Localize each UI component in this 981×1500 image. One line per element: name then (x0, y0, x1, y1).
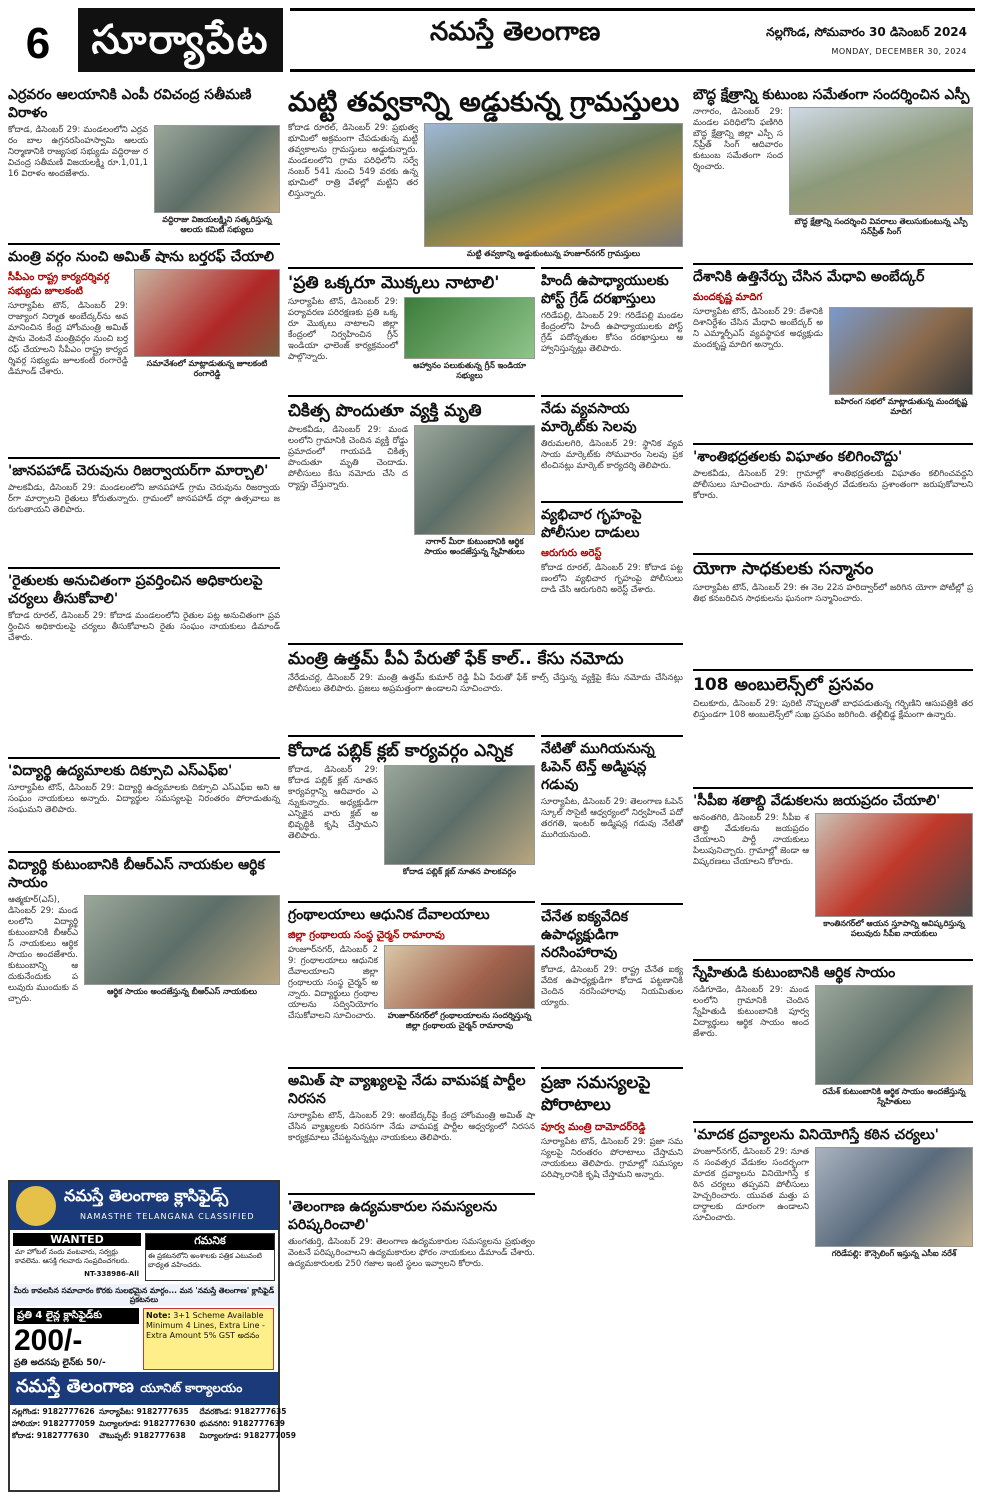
story-erravaram (8, 86, 280, 237)
story-body: కోదాడ రూరల్, డిసెంబర్ 29: కోదాడ మండలంలోని రైతుల పట్ల అనుచితంగా ప్రవర్తించిన అధికారులపై చర్యలు తీసుకోవాలని రైతు సంఘం నాయకులు డిమాండ్ చేశారు. (8, 611, 280, 643)
story-body: నేరేడుచర్ల, డిసెంబర్ 29: మంత్రి ఉత్తమ్ కుమార్ రెడ్డి పీఏ పేరుతో ఫేక్ కాల్స్ చేస్తున్న వ్యక్తిపై కేసు నమోదు చేసినట్లు పోలీసులు తెలిపారు. ప్రజలు అప్రమత్తంగా ఉండాలని సూచించారు. (288, 673, 683, 694)
subheadline: సీపీఎం రాష్ట్ర కార్యదర్శివర్గ సభ్యుడు జూలకంటి (8, 272, 110, 297)
story-body: చిలుకూరు, డిసెంబర్ 29: పురిటి నొప్పులతో బాధపడుతున్న గర్భిణిని ఆసుపత్రికి తరలిస్తుండగా 108 అంబులెన్స్‌లో సుఖ ప్రసవం జరిగింది. తల్లీబిడ్డ క్షేమంగా ఉన్నారు. (693, 699, 973, 720)
story-body: కోదాడ రూరల్, డిసెంబర్ 29: ప్రభుత్వ భూమిలో అక్రమంగా చేపడుతున్న మట్టి తవ్వకాలను గ్రామస్తులు అడ్డుకున్నారు. మండలంలోని గ్రామ పరిధిలోని సర్వే నంబర్ 541 నుంచి 549 వరకు ఉన్న భూమిలో రాత్రి వేళల్లో మట్టిని తరలిస్తున్నారు. (288, 123, 418, 199)
brand-sub: యూనిట్ కార్యాలయం (140, 1381, 243, 1395)
story-brs-aid (8, 851, 280, 1045)
headline: వ్యభిచార గృహంపై పోలీసుల దాడులు (541, 501, 683, 545)
story-body: తుంగతుర్తి, డిసెంబర్ 29: తెలంగాణ ఉద్యమకారుల సమస్యలను ప్రభుత్వం వెంటనే పరిష్కరించాలని ఉద్యమకారుల ఫోరం నాయకులు డిమాండ్ చేశారు. ఉద్యమకారులకు 250 గజాల ఇంటి స్థలం ఇవ్వాలని కోరారు. (288, 1237, 535, 1269)
story-sp-buddhist (693, 86, 973, 257)
story-public-issues (541, 1067, 683, 1327)
news-photo (789, 107, 973, 215)
story-body: హుజూర్‌నగర్, డిసెంబర్ 29: నూతన సంవత్సర వేడుకల సందర్భంగా మాదక ద్రవ్యాలను వినియోగిస్తే కఠిన చర్యలు తప్పవని పోలీసులు హెచ్చరించారు. యువత మత్తు పదార్థాలకు దూరంగా ఉండాలని సూచించారు. (693, 1147, 809, 1223)
column-left (8, 86, 280, 1051)
story-police-raid (541, 501, 683, 637)
subheadline: జిల్లా గ్రంథాలయ సంస్థ చైర్మన్ రామారావు (288, 930, 445, 941)
story-fake-call (288, 643, 683, 729)
column-center (288, 86, 683, 1373)
headline: నేటితో ముగియనున్న ఓపెన్ టెన్త్ అడ్మిషన్ల గడువు (541, 735, 683, 797)
lead-headline: మట్టి తవ్వకాన్ని అడ్డుకున్న గ్రామస్తులు (288, 87, 680, 118)
photo-caption: హుజూర్‌నగర్‌లో గ్రంథాలయాలను సందర్శిస్తున్న జిల్లా గ్రంథాలయ చైర్మన్ రామారావు (387, 1011, 532, 1030)
headline: బౌద్ధ క్షేత్రాన్ని కుటుంబ సమేతంగా సందర్శించిన ఎస్పీ (693, 87, 970, 103)
headline: యోగా సాధకులకు సన్మానం (693, 553, 973, 583)
wanted-box (13, 1233, 141, 1281)
date-telugu: నల్లగొండ, సోమవారం 30 డిసెంబర్ 2024 (766, 25, 967, 39)
news-photo (134, 269, 280, 357)
headline: అమిత్ షా వ్యాఖ్యలపై నేడు వామపక్ష పార్టీల నిరసన (288, 1067, 535, 1111)
subheadline: మందకృష్ణ మాదిగ (693, 292, 763, 303)
story-body: హుజూర్‌నగర్, డిసెంబర్ 29: గ్రంథాలయాలు ఆధునిక దేవాలయాలని జిల్లా గ్రంథాలయ సంస్థ చైర్మన్ అన్నారు. విద్యార్థులు గ్రంథాలయాలను సద్వినియోగం చేసుకోవాలని సూచించారు. (288, 945, 378, 1021)
story-janapahad (8, 457, 280, 561)
headline: నేడు వ్యవసాయ మార్కెట్‌కు సెలవు (541, 395, 683, 439)
photo-caption: ఆర్థిక సాయం అందజేస్తున్న బీఆర్ఎస్ నాయకులు (107, 987, 257, 996)
story-body: సూర్యాపేట టౌన్, డిసెంబర్ 29: రాజ్యాంగ నిర్మాత అంబేద్కర్‌ను అవమానించిన కేంద్ర హోంమంత్రి అమిత్ షాను వెంటనే మంత్రివర్గం నుంచి బర్తరఫ్ చేయాలని సీపీఎం రాష్ట్ర కార్యదర్శివర్గ సభ్యుడు జూలకంటి రంగారెడ్డి డిమాండ్ చేశారు. (8, 301, 128, 377)
headline: విద్యార్థి కుటుంబానికి బీఆర్ఎస్ నాయకుల ఆర్థిక సాయం (8, 851, 280, 895)
paper-header (290, 8, 975, 72)
photo-caption: గరిడేపల్లి: కౌన్సెలింగ్ ఇస్తున్న ఎసీఐ నరేశ్ (831, 1249, 957, 1258)
district-title: సూర్యాపేట (78, 8, 283, 72)
story-body: సూర్యాపేట టౌన్, డిసెంబర్ 29: ప్రజా సమస్యలపై నిరంతరం పోరాటాలు చేస్తామని నాయకులు తెలిపారు. గ్రామాల్లో సమస్యల పరిష్కారానికి కృషి చేస్తామని అన్నారు. (541, 1137, 683, 1180)
note-title: Note: (146, 1311, 171, 1320)
phone-entry: కోదాడ: 9182777630 (12, 1431, 89, 1440)
news-photo (384, 765, 535, 865)
story-ambedkar (693, 263, 973, 437)
ad-title-english: NAMASTHE TELANGANA CLASSIFIED (80, 1212, 255, 1221)
headline: 'మాదక ద్రవ్యాలను వినియోగిస్తే కఠిన చర్యలు' (693, 1121, 973, 1147)
paper-name: నమస్తే తెలంగాణ (430, 17, 601, 47)
story-body: అనంతగిరి, డిసెంబర్ 29: సీపీఐ శతాబ్ది వేడుకలను జయప్రదం చేయాలని పార్టీ నాయకులు పిలుపునిచ్చారు. గ్రామాల్లో జెండా ఆవిష్కరణలు చేయాలని కోరారు. (693, 813, 809, 867)
photo-caption: బహిరంగ సభలో మాట్లాడుతున్న మందకృష్ణ మాదిగ (834, 397, 968, 416)
headline: చేనేత ఐక్యవేదిక ఉపాధ్యక్షుడిగా నరసింహారావు (541, 903, 683, 965)
headline: 'శాంతిభద్రతలకు విఘాతం కలిగించొద్దు' (693, 443, 973, 469)
photo-caption: బౌద్ధ క్షేత్రాన్ని సందర్శించి వివరాలు తెలుసుకుంటున్న ఎస్పీ సన్‌ప్రీత్ సింగ్ (794, 217, 968, 236)
headline: మంత్రి ఉత్తమ్ పీఏ పేరుతో ఫేక్ కాల్.. కేసు నమోదు (288, 643, 683, 673)
price-label: ప్రతి 4 లైన్ల క్లాసిఫైడ్‌కు (14, 1308, 139, 1324)
phone-entry: చౌటుప్పల్: 9182777638 (99, 1431, 186, 1440)
story-death (288, 395, 535, 575)
story-body: ఆత్మకూర్(ఎస్), డిసెంబర్ 29: మండలంలోని విద్యార్థి కుటుంబానికి బీఆర్ఎస్ నాయకులు ఆర్థిక సాయం అందజేశారు. కుటుంబాన్ని ఆదుకునేందుకు పలువురు ముందుకు వచ్చారు. (8, 895, 78, 1004)
classified-ad (8, 1180, 296, 1492)
story-plant-trees (288, 267, 535, 389)
headline: 'ప్రతి ఒక్కరూ మొక్కలు నాటాలి' (288, 267, 535, 297)
headline: 'సీపీఐ శతాబ్ది వేడుకలను జయప్రదం చేయాలి' (693, 787, 973, 813)
photo-caption: సమావేశంలో మాట్లాడుతున్న జూలకంటి రంగారెడ్డి (146, 359, 268, 378)
headline: గ్రంథాలయాలు ఆధునిక దేవాలయాలు (288, 901, 535, 927)
story-sfi (8, 757, 280, 845)
photo-caption: వద్దిరాజు విజయలక్ష్మిని సత్కరిస్తున్న ఆలయ కమిటీ సభ్యులు (162, 215, 272, 234)
story-lead-soil (288, 86, 683, 261)
promo-line: మీరు కావలసిన సమాచారం కొరకు సులభమైన మార్గం... మన 'నమస్తే తెలంగాణ' క్లాసిఫైడ్ ప్రకటనలు (10, 1284, 278, 1306)
story-ambulance (693, 669, 973, 781)
story-public-club (288, 735, 535, 895)
masthead (0, 0, 981, 78)
phone-entry: నల్లగొండ: 9182777626 (12, 1407, 95, 1416)
story-left-protest (288, 1067, 535, 1187)
ad-title: నమస్తే తెలంగాణ క్లాసిఫైడ్స్ (64, 1186, 229, 1205)
story-body: పాలకవీడు, డిసెంబర్ 29: మండలంలోని గ్రామానికి చెందిన వ్యక్తి రోడ్డు ప్రమాదంలో గాయపడి చికిత్స పొందుతూ మృతి చెందాడు. పోలీసులు కేసు నమోదు చేసి దర్యాప్తు చేస్తున్నారు. (288, 425, 408, 490)
news-photo (404, 297, 535, 359)
phone-entry: మిర్యాలగూడ: 9182777059 (199, 1431, 296, 1440)
story-body: సూర్యాపేట, డిసెంబర్ 29: తెలంగాణ ఓపెన్ స్కూల్ సొసైటీ ఆధ్వర్యంలో నిర్వహించే పదో తరగతి, ఇంటర్ అడ్మిషన్ల గడువు నేటితో ముగియనుంది. (541, 797, 683, 840)
story-amit-shah-cpm (8, 243, 280, 451)
photo-caption: ఆహ్వానం పలుకుతున్న గ్రీన్ ఇండియా సభ్యులు (412, 361, 527, 380)
story-hindi-teachers (541, 267, 683, 389)
story-body: తిరుమలగిరి, డిసెంబర్ 29: స్థానిక వ్యవసాయ మార్కెట్‌కు సోమవారం సెలవు ప్రకటించినట్లు మార్కెట్ కార్యదర్శి తెలిపారు. (541, 439, 683, 471)
story-yoga (693, 553, 973, 663)
story-body: గరిడేపల్లి, డిసెంబర్ 29: గరిడేపల్లి మండల కేంద్రంలోని హిందీ ఉపాధ్యాయులకు పోస్ట్ గ్రేడ్ పదోన్నతుల కోసం దరఖాస్తులు ఆహ్వానిస్తున్నట్లు తెలిపారు. (541, 311, 683, 354)
subheadline: పూర్వ మంత్రి దామోదర్‌రెడ్డి (541, 1122, 646, 1133)
headline: 'తెలంగాణ ఉద్యమకారుల సమస్యలను పరిష్కరించాలి' (288, 1193, 535, 1237)
photo-caption: మట్టి తవ్వకాన్ని అడ్డుకుంటున్న హుజూర్‌నగర్ గ్రామస్తులు (466, 249, 641, 258)
story-body: సూర్యాపేట టౌన్, డిసెంబర్ 29: ఈ నెల 22న హరిద్వార్‌లో జరిగిన యోగా పోటీల్లో ప్రతిభ కనబరిచిన సాధకులను ఘనంగా సన్మానించారు. (693, 583, 973, 604)
news-photo (84, 895, 280, 985)
news-photo (829, 307, 973, 395)
news-photo (154, 125, 280, 213)
story-friend-aid (693, 959, 973, 1115)
story-body: కోదాడ, డిసెంబర్ 29: కోదాడ పబ్లిక్ క్లబ్ నూతన కార్యవర్గాన్ని ఆదివారం ఎన్నుకున్నారు. అధ్యక్షుడిగా ఎన్నికైన వారు క్లబ్ అభివృద్ధికి కృషి చేస్తామని తెలిపారు. (288, 765, 378, 841)
headline: హిందీ ఉపాధ్యాయులకు పోస్ట్ గ్రేడ్ దరఖాస్తులు (541, 267, 683, 311)
phone-entry: సూర్యాపేట: 9182777635 (99, 1407, 189, 1416)
column-right (693, 86, 973, 1323)
story-body: సూర్యాపేట టౌన్, డిసెంబర్ 29: దేశానికి దిశానిర్దేశం చేసిన మేధావి అంబేద్కర్ అని ఎమ్మార్పీఎస్ వ్యవస్థాపక అధ్యక్షుడు మందకృష్ణ మాదిగ అన్నారు. (693, 307, 823, 350)
story-body: కోదాడ, డిసెంబర్ 29: రాష్ట్ర చేనేత ఐక్యవేదిక ఉపాధ్యక్షుడిగా కోదాడ పట్టణానికి చెందిన నరసింహారావు నియమితులయ్యారు. (541, 965, 683, 1008)
story-cpi-centenary (693, 787, 973, 953)
ad-brand (10, 1372, 278, 1405)
photo-caption: కోదాడ పబ్లిక్ క్లబ్ నూతన పాలకవర్గం (402, 867, 517, 876)
news-photo (815, 985, 973, 1085)
story-handloom (541, 903, 683, 1061)
headline: స్నేహితుడి కుటుంబానికి ఆర్థిక సాయం (693, 959, 973, 985)
wanted-code: NT-338986-All (84, 1270, 139, 1278)
news-photo (815, 1147, 973, 1247)
story-body: కోదాడ, డిసెంబర్ 29: మండలంలోని ఎర్రవరం బాల ఉగ్రనరసింహస్వామి ఆలయ నిర్మాణానికి రాజ్యసభ సభ్యుడు వద్దిరాజు రవిచంద్ర సతీమణి విజయలక్ష్మి రూ.1,01,116 విరాళం అందజేశారు. (8, 125, 148, 179)
news-photo (424, 123, 683, 247)
story-farmers-officials (8, 567, 280, 751)
newspaper-logo-icon (16, 1186, 56, 1226)
story-body: సూర్యాపేట టౌన్, డిసెంబర్ 29: విద్యార్థి ఉద్యమాలకు దిక్సూచి ఎస్ఎఫ్ఐ అని ఆ సంఘం నాయకులు అన్నారు. విద్యార్థుల సమస్యలపై నిరంతరం పోరాడుతున్న సంఘమని తెలిపారు. (8, 783, 280, 815)
headline: ప్రజా సమస్యలపై పోరాటాలు (541, 1067, 683, 1119)
headline: 108 అంబులెన్స్‌లో ప్రసవం (693, 669, 973, 699)
photo-caption: నాగార్ మీరా కుటుంబానికి ఆర్థిక సాయం అందజేస్తున్న స్నేహితులు (424, 537, 525, 556)
headline: దేశానికి ఉత్తినేర్పు చేసిన మేధావి అంబేద్కర్ (693, 263, 973, 289)
subheadline: ఆరుగురు అరెస్ట్ (541, 548, 602, 559)
headline: కోదాడ పబ్లిక్ క్లబ్ కార్యవర్గం ఎన్నిక (288, 735, 535, 765)
date-english: MONDAY, DECEMBER 30, 2024 (831, 47, 967, 56)
phone-entry: భువనగిరి: 9182777639 (199, 1419, 285, 1428)
page-number: 6 (25, 19, 51, 68)
headline: 'జానపహాడ్ చెరువును రిజర్వాయర్‌గా మార్చాలి' (8, 457, 280, 483)
brand-name: నమస్తే తెలంగాణ (16, 1376, 134, 1397)
story-body: కోదాడ రూరల్, డిసెంబర్ 29: కోదాడ పట్టణంలోని వ్యభిచార గృహంపై పోలీసులు దాడి చేసి ఆరుగురిని అరెస్ట్ చేశారు. (541, 563, 683, 595)
story-body: పాలకవీడు, డిసెంబర్ 29: మండలంలోని జానపహాడ్ గ్రామ చెరువును రిజర్వాయర్‌గా మార్చాలని రైతులు కోరుతున్నారు. గ్రామంలో జానపహాడ్ దర్గా ఉత్సవాలు జరుగుతాయని తెలిపారు. (8, 483, 280, 515)
story-body: నాగారం, డిసెంబర్ 29: మండల పరిధిలోని ఫణిగిరి బౌద్ధ క్షేత్రాన్ని జిల్లా ఎస్పీ సన్‌ప్రీత్ సింగ్ ఆదివారం కుటుంబ సమేతంగా సందర్శించారు. (693, 107, 783, 172)
note-text: 3+1 Scheme Available Minimum 4 Lines, Extra Line - Extra Amount 5% GST అదనం (146, 1311, 265, 1340)
extra-line-price: ప్రతి అదనపు లైన్‌కు 50/- (14, 1358, 106, 1368)
notice-text: ఈ ప్రకటనలోని అంశాలకు పత్రిక ఎటువంటి బాధ్యత వహించదు. (148, 1252, 262, 1269)
story-body: పాలకవీడు, డిసెంబర్ 29: గ్రామాల్లో శాంతిభద్రతలకు విఘాతం కలిగించవద్దని పోలీసులు సూచించారు. నూతన సంవత్సర వేడుకలను ప్రశాంతంగా జరుపుకోవాలని కోరారు. (693, 469, 973, 501)
photo-caption: కాంతినగర్‌లో ఆయన స్తూపాన్ని ఆవిష్కరిస్తున్న పలువురు సీపీఐ నాయకులు (823, 919, 965, 938)
notice-box (145, 1233, 275, 1281)
story-market-holiday (541, 395, 683, 495)
story-open-tenth (541, 735, 683, 897)
photo-caption: రమేశ్ కుటుంబానికి ఆర్థిక సాయం అందజేస్తున్న స్నేహితులు (822, 1087, 966, 1106)
notice-label: గమనిక (146, 1234, 274, 1250)
phone-list (10, 1405, 296, 1444)
wanted-text: మా హోటల్ నందు వంటవారు, సర్వర్లు కావలెను. ఆసక్తి గలవారు సంప్రదించగలరు. (15, 1248, 130, 1265)
story-body: సూర్యాపేట టౌన్, డిసెంబర్ 29: అంబేద్కర్‌పై కేంద్ర హోంమంత్రి అమిత్ షా చేసిన వ్యాఖ్యలకు నిరసనగా నేడు వామపక్ష పార్టీల ఆధ్వర్యంలో నిరసన కార్యక్రమాలు చేపట్టనున్నట్లు నాయకులు తెలిపారు. (288, 1111, 535, 1143)
story-drugs-warning (693, 1121, 973, 1317)
news-photo (414, 425, 535, 535)
headline: 'రైతులకు అనుచితంగా ప్రవర్తించిన అధికారులపై చర్యలు తీసుకోవాలి' (8, 567, 280, 611)
wanted-label: WANTED (13, 1233, 141, 1246)
headline: చికిత్స పొందుతూ వ్యక్తి మృతి (288, 395, 535, 425)
phone-entry: దేవరకొండ: 9182777635 (199, 1407, 287, 1416)
news-photo (384, 945, 535, 1009)
story-body: సూర్యాపేట టౌన్, డిసెంబర్ 29: పర్యావరణ పరిరక్షణకు ప్రతి ఒక్కరూ మొక్కలు నాటాలని జిల్లా కేంద్రంలో నిర్వహించిన గ్రీన్ ఇండియా ఛాలెంజ్ కార్యక్రమంలో పాల్గొన్నారు. (288, 297, 398, 362)
story-body: నడిగూడెం, డిసెంబర్ 29: మండలంలోని గ్రామానికి చెందిన స్నేహితుడి కుటుంబానికి పూర్వ విద్యార్థులు ఆర్థిక సాయం అందజేశారు. (693, 985, 809, 1039)
news-photo (815, 813, 973, 917)
story-library (288, 901, 535, 1035)
phone-entry: మిర్యాలగూడ: 9182777630 (99, 1419, 196, 1428)
ad-header (10, 1182, 278, 1230)
story-law-order (693, 443, 973, 547)
note-box (143, 1308, 274, 1370)
story-movement-activists (288, 1193, 535, 1367)
headline: 'విద్యార్థి ఉద్యమాలకు దిక్సూచి ఎస్ఎఫ్ఐ' (8, 757, 280, 783)
price-amount: 200/- (14, 1324, 83, 1357)
phone-entry: హాలియా: 9182777059 (12, 1419, 96, 1428)
headline: మంత్రి వర్గం నుంచి అమిత్ షాను బర్తరఫ్ చేయాలి (8, 243, 280, 269)
headline: ఎర్రవరం ఆలయానికి ఎంపీ రవిచంద్ర సతీమణి విరాళం (8, 87, 252, 121)
